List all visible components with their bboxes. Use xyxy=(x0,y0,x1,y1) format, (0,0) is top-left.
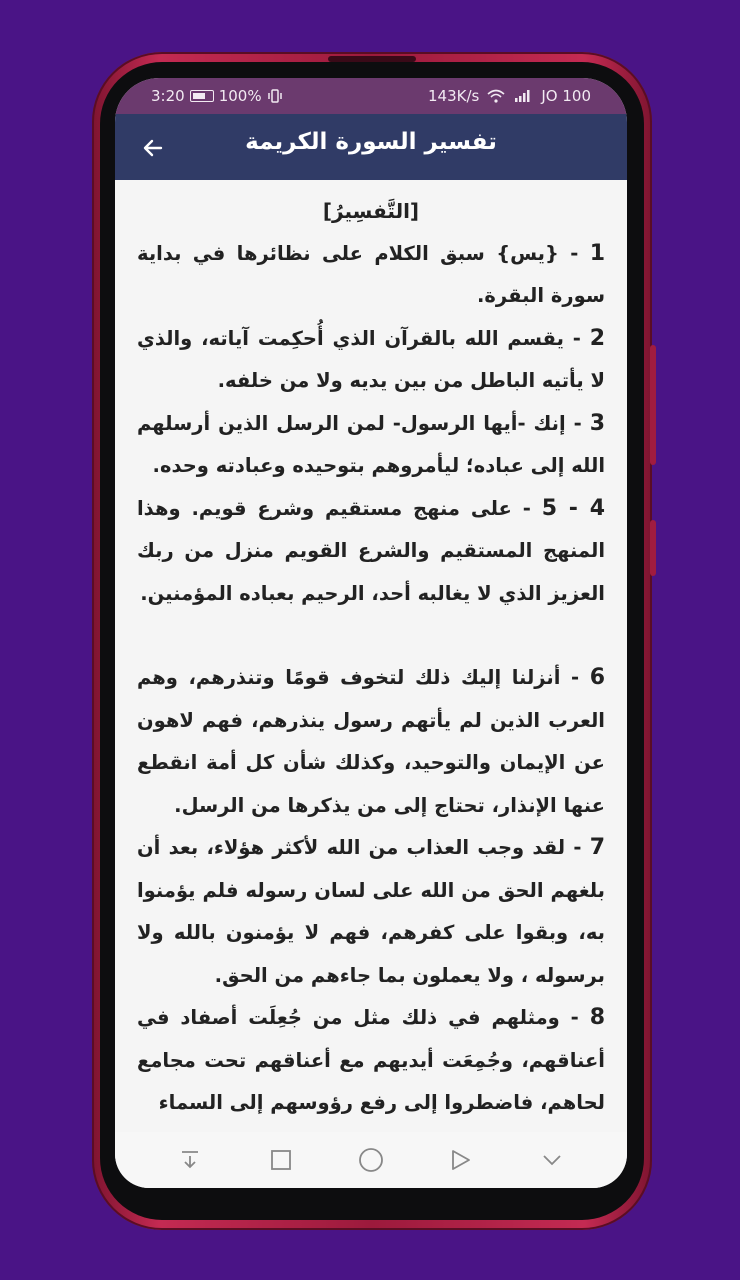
battery-saver-icon xyxy=(190,90,214,102)
verse-number: 4 - 5 xyxy=(541,495,605,521)
verse-text: - أنزلنا إليك ذلك لتخوف قومًا وتنذرهم، وهم العرب الذين لم يأتهم رسول ينذرهم، فهم لاهون عن الإيمان والتوحيد، وكذلك شأن كل أمة انقطع عنها الإنذار، تحتاج إلى من يذكرها من الرسل. xyxy=(137,666,605,817)
verse-number: 2 xyxy=(589,325,605,351)
verse-text: - على منهج مستقيم وشرع قويم. وهذا المنهج المستقيم والشرع القويم منزل من ربك العزيز الذي لا يغالبه أحد، الرحيم بعباده المؤمنين. xyxy=(137,496,605,605)
back-nav-button[interactable] xyxy=(439,1138,483,1182)
verse-text: - يقسم الله بالقرآن الذي أُحكِمت آياته، والذي لا يأتيه الباطل من بين يديه ولا من خلفه. xyxy=(137,326,605,392)
tafsir-paragraph xyxy=(137,827,605,997)
verse-text: - {يس} سبق الكلام على نظائرها في بداية سورة البقرة. xyxy=(137,241,605,307)
page-title: تفسير السورة الكريمة xyxy=(245,129,497,155)
verse-number: 1 xyxy=(589,240,605,266)
vibrate-icon xyxy=(267,89,283,103)
tafsir-paragraph xyxy=(137,233,605,318)
verse-number: 6 xyxy=(589,665,605,690)
recent-apps-button[interactable] xyxy=(259,1138,303,1182)
tafsir-paragraph xyxy=(137,318,605,403)
section-heading: [التَّفسِيرُ] xyxy=(322,199,420,223)
home-button[interactable] xyxy=(349,1138,393,1182)
tafsir-paragraph xyxy=(137,657,605,827)
status-time: 3:20 xyxy=(151,87,185,105)
power-button xyxy=(650,520,656,576)
status-bar xyxy=(115,78,627,114)
navigation-bar xyxy=(115,1132,627,1188)
tafsir-content[interactable] xyxy=(115,180,627,1132)
volume-button xyxy=(650,345,656,465)
verse-text: - ومثلهم في ذلك مثل من جُعِلَت أصفاد في أعناقهم، وجُمِعَت أيديهم مع أعناقهم تحت مجامع لحاهم، فاضطروا إلى رفع رؤوسهم إلى السماء xyxy=(137,1006,605,1114)
home-icon xyxy=(358,1147,384,1173)
network-speed: 143K/s xyxy=(428,87,480,105)
recent-apps-icon xyxy=(270,1149,292,1171)
earpiece xyxy=(328,56,416,62)
verse-text: - لقد وجب العذاب من الله لأكثر هؤلاء، بعد أن بلغهم الحق من الله على لسان رسوله فلم يؤمنوا به، وبقوا على كفرهم، فهم لا يؤمنون بالله ولا برسوله ، ولا يعملون بما جاءهم من الحق. xyxy=(137,836,605,987)
app-bar xyxy=(115,114,627,180)
signal-icon xyxy=(513,89,533,103)
paragraph-gap xyxy=(137,615,605,657)
verse-number: 3 xyxy=(589,410,605,436)
verse-number: 8 xyxy=(589,1005,605,1030)
verse-number: 7 xyxy=(589,835,605,860)
back-button[interactable] xyxy=(133,128,173,168)
chevron-down-icon xyxy=(541,1149,563,1171)
tafsir-paragraph xyxy=(137,403,605,488)
arrow-left-icon xyxy=(141,136,165,160)
tafsir-paragraph xyxy=(137,997,605,1125)
wifi-icon xyxy=(487,89,505,103)
screen xyxy=(115,78,627,1188)
verse-text: - إنك -أيها الرسول- لمن الرسل الذين أرسلهم الله إلى عباده؛ ليأمروهم بتوحيده وعبادته وحده. xyxy=(137,411,605,477)
status-battery: 100% xyxy=(218,87,262,105)
hide-nav-button[interactable] xyxy=(530,1138,574,1182)
collapse-down-icon xyxy=(179,1149,201,1171)
back-triangle-icon xyxy=(450,1149,472,1171)
collapse-button[interactable] xyxy=(168,1138,212,1182)
tafsir-paragraph xyxy=(137,488,605,616)
carrier-name: JO 100 xyxy=(541,87,591,105)
